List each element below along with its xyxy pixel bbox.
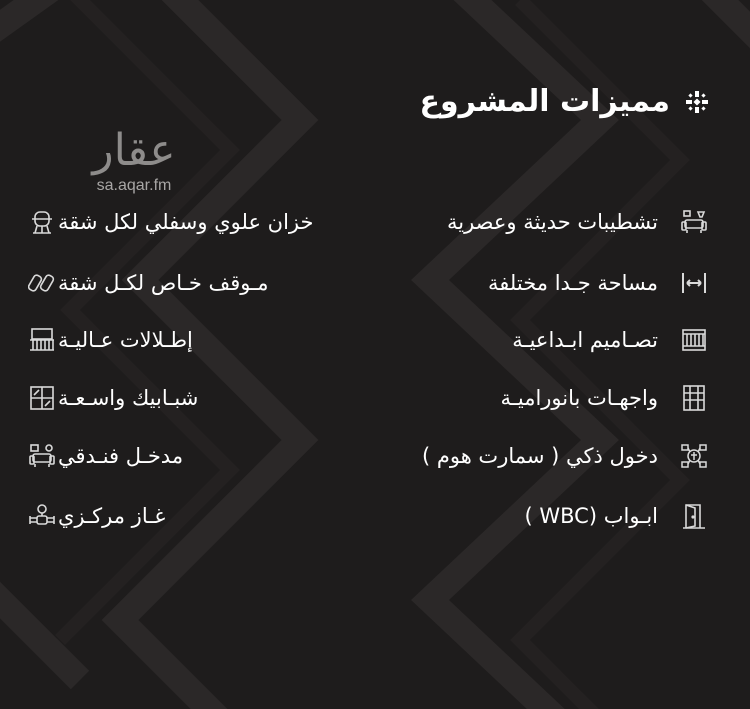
feature-label: غـاز مركـزي xyxy=(58,504,166,528)
gas-valve-icon xyxy=(26,500,58,532)
feature-label: مـوقف خـاص لكـل شقة xyxy=(58,271,269,295)
feature-item xyxy=(447,204,710,240)
building-facade-icon xyxy=(678,324,710,356)
feature-item xyxy=(26,438,203,474)
feature-item xyxy=(488,265,710,301)
sparkle-icon xyxy=(684,89,710,115)
brand-url: sa.aqar.fm xyxy=(96,177,172,194)
page-title: مميزات المشروع xyxy=(419,84,670,119)
feature-item xyxy=(26,204,334,240)
feature-label: تشطيبات حديثة وعصرية xyxy=(446,210,658,234)
feature-item xyxy=(512,322,710,358)
feature-label: مدخـل فنـدقي xyxy=(58,444,184,468)
section-header xyxy=(420,84,710,119)
water-tank-icon xyxy=(26,206,58,238)
brand-watermark xyxy=(76,125,192,195)
furniture-sofa-icon xyxy=(678,206,710,238)
feature-label: شبـابيك واسـعـة xyxy=(58,386,199,410)
area-arrows-icon xyxy=(678,267,710,299)
feature-item xyxy=(422,438,710,474)
feature-item xyxy=(500,380,710,416)
feature-label: مساحة جـدا مختلفة xyxy=(488,271,658,295)
feature-label: إطـلالات عـاليـة xyxy=(58,328,193,352)
feature-label: ابـواب (WBC ) xyxy=(524,504,658,528)
feature-item xyxy=(26,265,289,301)
feature-item xyxy=(26,498,185,534)
hotel-lobby-icon xyxy=(26,440,58,472)
feature-item xyxy=(525,498,711,534)
brand-logo: عقار xyxy=(92,125,176,176)
balcony-icon xyxy=(26,324,58,356)
feature-item xyxy=(26,380,218,416)
panoramic-facade-icon xyxy=(678,382,710,414)
feature-label: خزان علوي وسفلي لكل شقة xyxy=(58,210,314,234)
smart-home-icon xyxy=(678,440,710,472)
feature-item xyxy=(26,322,213,358)
feature-label: دخول ذكي ( سمارت هوم ) xyxy=(421,444,658,468)
window-icon xyxy=(26,382,58,414)
door-icon xyxy=(678,500,710,532)
car-parking-icon xyxy=(26,267,58,299)
feature-label: تصـاميم ابـداعيـة xyxy=(512,328,658,352)
feature-label: واجهـات بانوراميـة xyxy=(500,386,658,410)
